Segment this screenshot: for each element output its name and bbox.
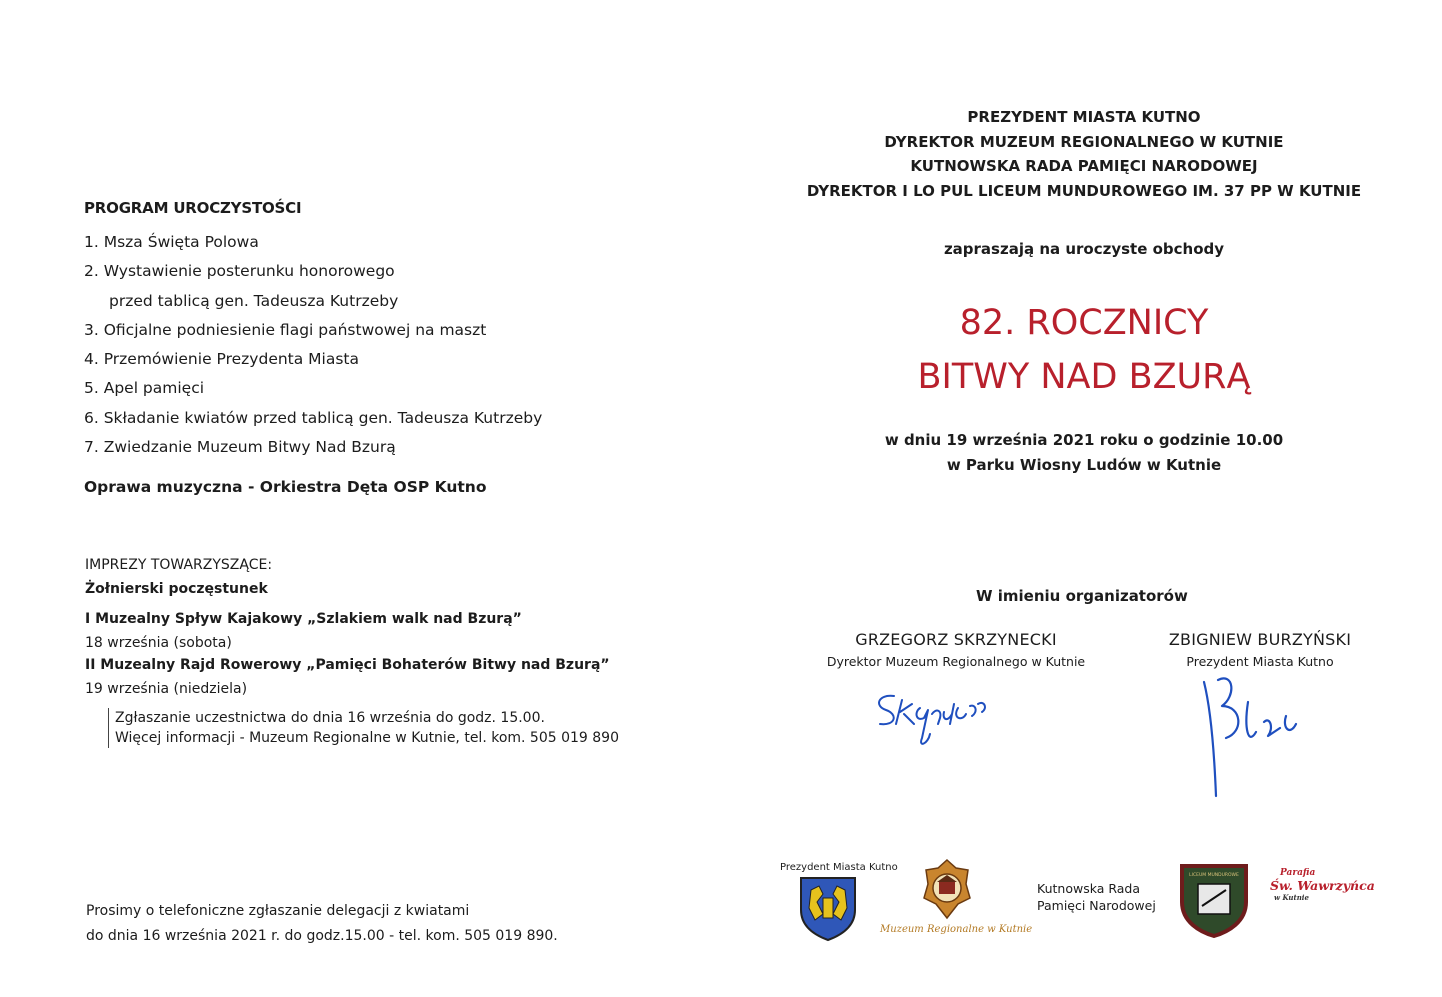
liceum-badge-text: LICEUM MUNDUROWE <box>1189 873 1239 878</box>
program-item-continuation: przed tablicą gen. Tadeusza Kutrzeby <box>109 291 399 310</box>
events-snack: Żołnierski poczęstunek <box>85 581 268 597</box>
signature-skrzynecki-icon <box>866 678 1016 758</box>
registration-deadline: Zgłaszanie uczestnictwa do dnia 16 września do godz. 15.00. <box>115 710 545 726</box>
parafia-line2: Św. Wawrzyńca <box>1270 878 1375 893</box>
program-item: 2. Wystawienie posterunku honorowego <box>84 262 395 281</box>
program-item: 5. Apel pamięci <box>84 379 205 398</box>
liceum-badge-icon <box>1178 862 1250 938</box>
signatory-name: ZBIGNIEW BURZYŃSKI <box>1168 630 1352 649</box>
program-title: PROGRAM UROCZYSTOŚCI <box>84 199 302 217</box>
invite-text: zapraszają na uroczyste obchody <box>943 240 1225 258</box>
kutno-coat-of-arms-icon <box>797 874 859 942</box>
anniversary-line1: 82. ROCZNICY <box>959 303 1209 343</box>
program-item: 4. Przemówienie Prezydenta Miasta <box>84 350 360 369</box>
signature-burzynski-icon <box>1190 666 1310 802</box>
anniversary-line2: BITWY NAD BZURĄ <box>917 357 1251 397</box>
on-behalf-label: W imieniu organizatorów <box>976 587 1188 605</box>
program-item: 7. Zwiedzanie Muzeum Bitwy Nad Bzurą <box>84 438 396 457</box>
kayak-event-title: I Muzealny Spływ Kajakowy „Szlakiem walk nad Bzurą” <box>85 611 522 627</box>
kayak-event-date: 18 września (sobota) <box>85 635 232 651</box>
program-item: 1. Msza Święta Polowa <box>84 233 259 251</box>
program-list <box>84 231 542 465</box>
signatory-name: GRZEGORZ SKRZYNECKI <box>855 630 1057 649</box>
date-place <box>760 428 1408 478</box>
organizer-line: DYREKTOR MUZEUM REGIONALNEGO W KUTNIE <box>884 132 1284 151</box>
music-note: Oprawa muzyczna - Orkiestra Dęta OSP Kutno <box>84 478 487 496</box>
signatory-burzynski <box>1140 630 1380 669</box>
parafia-line3: w Kutnie <box>1274 893 1309 902</box>
bike-event-title: II Muzealny Rajd Rowerowy „Pamięci Bohaterów Bitwy nad Bzurą” <box>85 657 610 673</box>
registration-contact: Więcej informacji - Muzeum Regionalne w Kutnie, tel. kom. 505 019 890 <box>115 730 619 746</box>
signatory-skrzynecki <box>800 630 1112 669</box>
parafia-logo <box>1270 868 1375 902</box>
signatory-role: Dyrektor Muzeum Regionalnego w Kutnie <box>826 654 1086 669</box>
events-heading: IMPREZY TOWARZYSZĄCE: <box>85 557 273 573</box>
museum-script-label: Muzeum Regionalne w Kutnie <box>880 924 1033 935</box>
delegation-note-line2: do dnia 16 września 2021 r. do godz.15.00 - tel. kom. 505 019 890. <box>86 928 558 944</box>
program-item: 3. Oficjalne podniesienie flagi państwowej na maszt <box>84 320 487 339</box>
program-item: 6. Składanie kwiatów przed tablicą gen. Tadeusza Kutrzeby <box>84 408 543 427</box>
organizer-line: DYREKTOR I LO PUL LICEUM MUNDUROWEGO IM. 37 PP W KUTNIE <box>806 181 1362 200</box>
organizer-line: KUTNOWSKA RADA PAMIĘCI NARODOWEJ <box>910 157 1258 175</box>
anniversary-heading <box>760 296 1408 404</box>
museum-crest-icon <box>922 858 972 920</box>
event-place: w Parku Wiosny Ludów w Kutnie <box>946 456 1222 474</box>
rada-label-line2: Pamięci Narodowej <box>1037 898 1156 913</box>
bike-event-date: 19 września (niedziela) <box>85 681 248 697</box>
event-date: w dniu 19 września 2021 roku o godzinie 10.00 <box>884 431 1284 449</box>
organizers-block <box>760 105 1408 203</box>
parafia-line1: Parafia <box>1280 868 1316 878</box>
signatory-role: Prezydent Miasta Kutno <box>1186 654 1334 669</box>
delegation-note-line1: Prosimy o telefoniczne zgłaszanie delegacji z kwiatami <box>86 903 470 919</box>
president-logo-label: Prezydent Miasta Kutno <box>780 862 898 873</box>
delegation-note <box>86 899 558 949</box>
registration-note <box>108 708 619 748</box>
rada-label <box>1037 880 1156 914</box>
rada-label-line1: Kutnowska Rada <box>1037 881 1141 896</box>
organizer-line: PREZYDENT MIASTA KUTNO <box>967 108 1201 126</box>
